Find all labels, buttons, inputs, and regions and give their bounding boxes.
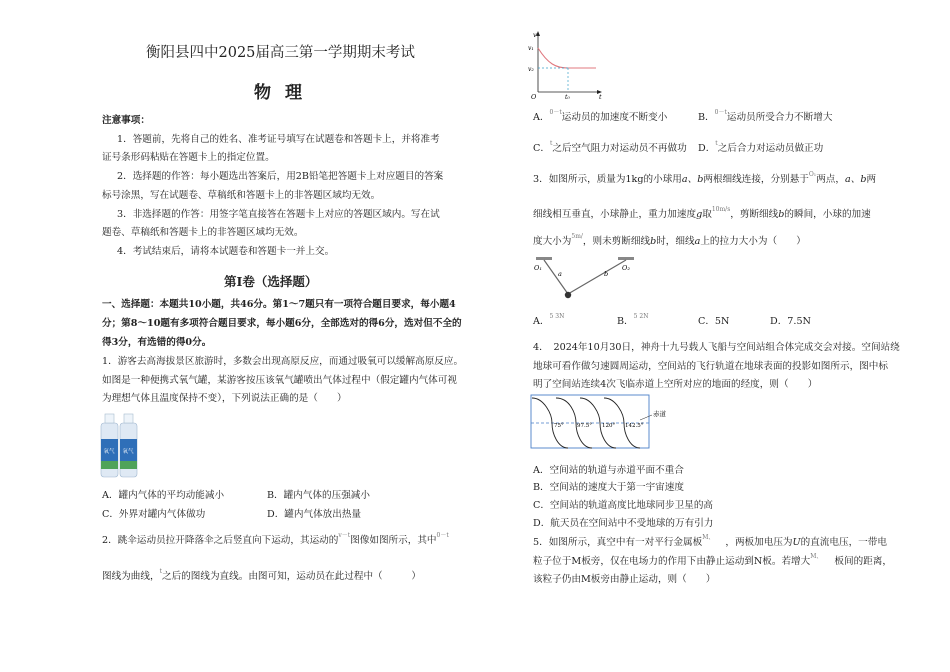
q2-text: 之后的图线为直线。由图可知，运动员在此过程中（ ） xyxy=(161,571,422,582)
q2-stem xyxy=(102,568,422,584)
q3-var: a、b xyxy=(845,174,867,185)
opt-sym: t xyxy=(549,140,553,147)
q4-option-d: D．航天员在空间站中不受地球的万有引力 xyxy=(533,518,714,529)
ceiling-right xyxy=(618,257,634,260)
q5-text: 板间的距离， xyxy=(834,556,892,567)
q4-stem: 4． 2024年10月30日，神舟十九号载人飞船与空间站组合体完成交会对接。空间站绕 xyxy=(533,342,900,353)
q4-option-c: C．空间站的轨道高度比地球同步卫星的高 xyxy=(533,500,714,511)
q3-text: 的瞬间，小球的加速 xyxy=(784,209,871,220)
instruction-line: 得3分，有选错的得0分。 xyxy=(102,337,212,348)
longitude-label: 142.5° xyxy=(625,423,644,429)
q3-sym: 10m/s xyxy=(711,206,731,213)
opt-text: 之后空气阻力对运动员不再做功 xyxy=(552,143,687,154)
q5-text: ，两板加电压为 xyxy=(725,537,793,548)
q3-text: 上的拉力大小为（ ） xyxy=(700,236,806,247)
string-a xyxy=(544,260,568,294)
q3-var: a xyxy=(694,236,701,247)
q3-text: 两根细线连接，分别悬于 xyxy=(703,174,809,185)
q3-option-c: C．5N xyxy=(698,316,730,327)
instruction-line: 分；第8～10题有多项符合题目要求，每小题6分，全部选对的得6分，选对但不全的 xyxy=(102,318,462,329)
q3-option-d: D．7.5N xyxy=(770,316,811,327)
opt-text: 运动员所受合力不断增大 xyxy=(726,112,833,123)
q1-option-c: C．外界对罐内气体做功 xyxy=(102,509,206,520)
o1-label: O₁ xyxy=(534,264,542,272)
q1-stem: 为理想气体且温度保持不变），下列说法正确的是（ ） xyxy=(102,393,347,404)
t0-label: t₀ xyxy=(565,94,570,100)
opt-text: 之后合力对运动员做正功 xyxy=(717,143,824,154)
q5-stem xyxy=(533,534,887,550)
q2-stem xyxy=(102,532,449,548)
note-line: 证号条形码粘贴在答题卡上的指定位置。 xyxy=(102,152,275,163)
q3-text: 两 xyxy=(866,174,877,185)
q4-stem: 明了空间站连续4次飞临赤道上空所对应的地面的经度，则（ ） xyxy=(533,379,818,390)
v-axis-label: v xyxy=(533,31,537,39)
ceiling-left xyxy=(536,257,552,260)
opt-sym: 0－t xyxy=(714,109,727,116)
q2-text: 2．跳伞运动员拉开降落伞之后竖直向下运动，其运动的 xyxy=(102,535,339,546)
opt-text: B． xyxy=(698,112,715,123)
section-title: 第Ⅰ卷（选择题） xyxy=(224,274,318,289)
note-line: 1．答题前，先将自己的姓名、准考证号填写在试题卷和答题卡上，并将准考 xyxy=(117,134,440,145)
q5-var: U xyxy=(792,537,801,548)
opt-text: B． xyxy=(617,316,634,327)
opt-sym: 5 2N xyxy=(633,313,649,320)
q3-text: 取 xyxy=(702,209,712,220)
q2-text: 图线为曲线， xyxy=(102,571,160,582)
q4-stem: 地球可看作做匀速圆周运动，空间站的飞行轨道在地球表面的投影如图所示，图中标 xyxy=(533,361,888,372)
q5-stem: 该粒子仍由M板旁由静止运动，则（ ） xyxy=(533,574,716,585)
q2-sym: v－t xyxy=(338,532,351,539)
ground-track-map xyxy=(530,394,690,450)
subject-title: 物理 xyxy=(254,83,316,103)
vt-graph xyxy=(526,28,606,100)
t-axis-label: t xyxy=(599,93,602,100)
q3-text: 两点， xyxy=(816,174,845,185)
q3-option-b xyxy=(617,313,649,329)
q2-option-c xyxy=(533,140,687,156)
v2-label: v₂ xyxy=(528,66,534,73)
q2-sym: t xyxy=(159,568,162,575)
a-label: a xyxy=(558,270,562,278)
q5-sym: M、 xyxy=(702,534,712,541)
q2-sym: 0－t xyxy=(436,532,449,539)
note-line: 标号涂黑，写在试题卷、草稿纸和答题卡上的非答题区域均无效。 xyxy=(102,190,381,201)
longitude-label: 75° xyxy=(554,423,564,429)
opt-sym: t xyxy=(715,140,718,147)
q1-option-a: A．罐内气体的平均动能减小 xyxy=(102,490,225,501)
opt-text: A． xyxy=(533,316,550,327)
string-b xyxy=(568,260,626,294)
opt-text: C． xyxy=(533,143,550,154)
q2-text: 图像如图所示，其中 xyxy=(350,535,437,546)
q3-var: b xyxy=(650,236,657,247)
q3-stem xyxy=(533,233,806,249)
opt-sym: 5 3N xyxy=(549,313,565,320)
q4-option-b: B．空间站的速度大于第一宇宙速度 xyxy=(533,482,684,493)
q2-option-a xyxy=(533,109,668,125)
q5-text: 的直流电压，一带电 xyxy=(800,537,887,548)
v1-label: v₁ xyxy=(528,45,534,52)
origin-label: O xyxy=(531,93,537,100)
map-frame xyxy=(531,395,649,448)
exam-title: 衡阳县四中2025届高三第一学期期末考试 xyxy=(146,45,415,61)
q3-text: ，则未剪断细线 xyxy=(582,236,651,247)
note-line: 2．选择题的作答：每小题选出答案后，用2B铅笔把答题卡上对应题目的答案 xyxy=(117,171,444,182)
q3-text: 3．如图所示，质量为1kg的小球用 xyxy=(533,174,682,185)
q3-text: 度大小为 xyxy=(533,236,572,247)
note-line: 3．非选择题的作答：用签字笔直接答在答题卡上对应的答题区域内。写在试 xyxy=(117,209,440,220)
oxygen-can-figure xyxy=(98,409,142,479)
opt-text: D． xyxy=(698,143,716,154)
q5-text: 粒子位于M板旁，仅在电场力的作用下由静止运动到N板。若增大 xyxy=(533,556,811,567)
ball xyxy=(565,292,571,298)
longitude-label: 120° xyxy=(602,423,616,429)
opt-text: A． xyxy=(533,112,550,123)
q1-option-b: B．罐内气体的压强减小 xyxy=(267,490,370,501)
q3-stem xyxy=(533,206,871,222)
can-label: 氧气 xyxy=(103,449,115,455)
q3-option-a xyxy=(533,313,565,329)
can-label: 氧气 xyxy=(122,449,134,455)
notes-title: 注意事项： xyxy=(102,115,150,126)
q3-sym: O₁ xyxy=(808,171,817,178)
q3-figure xyxy=(530,254,642,304)
q3-text: ，剪断细线 xyxy=(730,209,779,220)
q1-option-d: D．罐内气体放出热量 xyxy=(267,509,362,520)
note-line: 题卷、草稿纸和答题卡上的非答题区域均无效。 xyxy=(102,227,304,238)
q5-text: 5．如图所示，真空中有一对平行金属板 xyxy=(533,537,703,548)
note-line: 4．考试结束后，请将本试题卷和答题卡一并上交。 xyxy=(117,246,335,257)
q3-var: g xyxy=(696,209,703,220)
equator-pointer xyxy=(640,415,652,420)
longitude-label: 97.5° xyxy=(577,423,592,429)
q3-var: a、b xyxy=(681,174,704,185)
q2-option-d xyxy=(698,140,824,156)
q3-stem xyxy=(533,171,877,187)
q3-text: 时，细线 xyxy=(656,236,695,247)
q4-option-a: A．空间站的轨道与赤道平面不重合 xyxy=(533,465,684,476)
equator-label: 赤道 xyxy=(653,410,666,418)
opt-sym: 0－t xyxy=(549,109,562,116)
q1-stem: 1．游客去高海拔景区旅游时，多数会出现高原反应，而通过吸氧可以缓解高原反应。 xyxy=(102,356,464,367)
q3-var: b xyxy=(778,209,785,220)
q3-sym: 5m/ xyxy=(571,233,583,240)
b-label: b xyxy=(604,270,609,278)
velocity-curve xyxy=(538,48,596,68)
q5-stem xyxy=(533,553,892,569)
q1-stem: 如图是一种便携式氧气罐，某游客按压该氧气罐喷出气体过程中（假定罐内气体可视 xyxy=(102,375,457,386)
opt-text: 运动员的加速度不断变小 xyxy=(561,112,668,123)
q3-text: 细线相互垂直，小球静止，重力加速度 xyxy=(533,209,697,220)
instruction-line: 一、选择题：本题共10小题，共46分。第1～7题只有一项符合题目要求，每小题4 xyxy=(102,299,456,310)
q2-option-b xyxy=(698,109,833,125)
o2-label: O₂ xyxy=(622,264,630,272)
q5-sym: M、 xyxy=(810,553,823,560)
